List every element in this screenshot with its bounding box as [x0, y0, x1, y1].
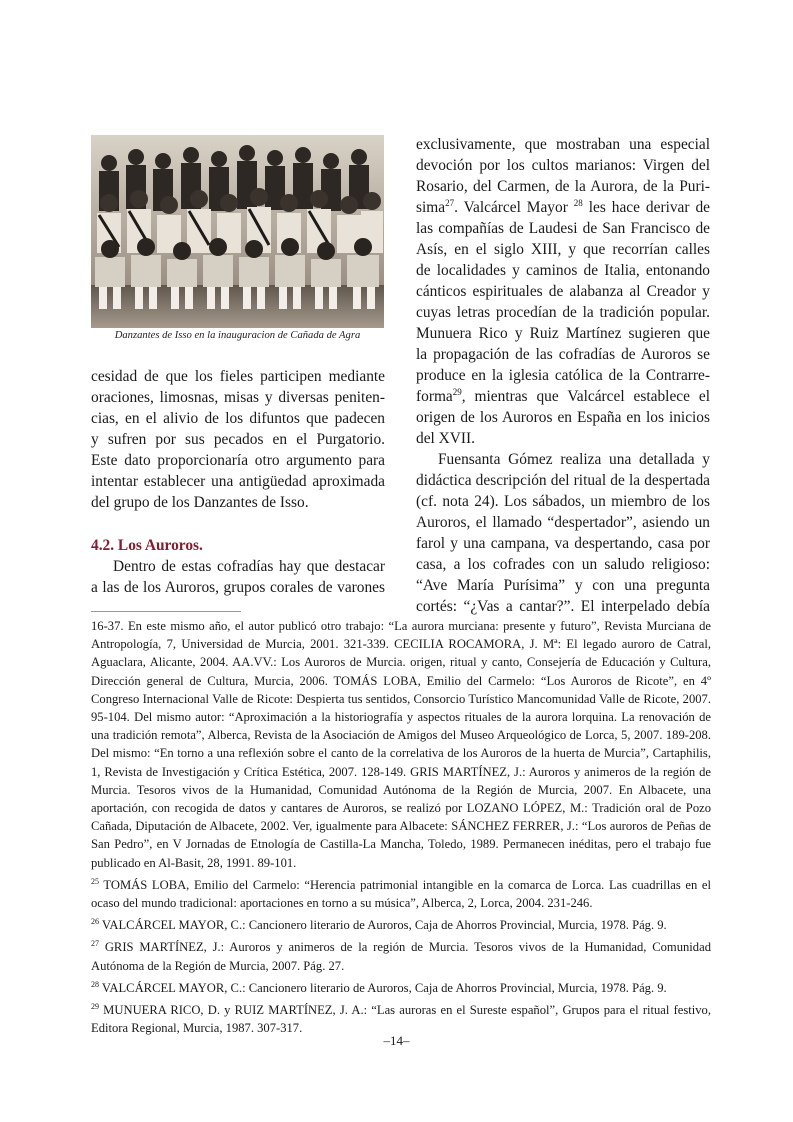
footnotes [91, 617, 711, 1041]
body-line [416, 197, 710, 218]
body-line: cortés: “¿Vas a cantar?”. El interpelado debía [416, 598, 710, 615]
text-run: sima [416, 199, 446, 216]
footnote-ref[interactable]: 27 [445, 197, 455, 208]
body-line: de localidades y caminos de Italia, entonando [416, 262, 710, 279]
footnote-number: 29 [91, 1001, 99, 1011]
footnote-text: VALCÁRCEL MAYOR, C.: Cancionero literario de Auroros, Caja de Ahorros Provincial, Murcia, 1978. Pág. 9. [99, 980, 667, 995]
body-line: a las de los Auroros, grupos corales de varones [91, 579, 385, 596]
footnote-26 [91, 916, 711, 934]
body-line: las compañías de Laudesi de San Francisco de [416, 220, 710, 237]
body-line: Dentro de estas cofradías hay que destacar [113, 558, 385, 575]
group-photo [91, 135, 384, 328]
text-run: forma [416, 388, 453, 405]
body-line: origen de los Auroros en España en los inicios [416, 409, 710, 426]
footnote-text: GRIS MARTÍNEZ, J.: Auroros y animeros de la región de Murcia. Tesoros vivos de la Humanidad, Comunidad Autónoma de la Región de Murcia, 2007. Pág. 27. [91, 940, 711, 973]
body-line: cias, en el alivio de los difuntos que padecen [91, 410, 385, 427]
body-line: devoción por los cultos marianos: Virgen del [416, 157, 710, 174]
body-line: del grupo de los Danzantes de Isso. [91, 494, 309, 511]
body-line: exclusivamente, que mostraban una especial [416, 136, 710, 153]
body-line: casa, a los cofrades con un saludo religioso: [416, 556, 710, 573]
body-line: del XVII. [416, 430, 475, 447]
body-line: cánticos espirituales de alabanza al Creador y [416, 283, 710, 300]
body-line: oraciones, limosnas, misas y diversas peniten- [91, 389, 385, 406]
footnote-continued: 16-37. En este mismo año, el autor publicó otro trabajo: “La aurora murciana: presente y futuro”, Revista Murciana de Antropología, 7, Universidad de Murcia, 2001. 321-339. CECILIA ROCAMORA, J. Mª: El legado auroro de Catral, Aguaclara, Alicante, 2004. AA.VV.: Los Auroros de Murcia. origen, ritual y canto, Consejería de Educación y Cultura, Dirección general de Cultura, Murcia, 2006. TOMÁS LOBA, Emilio del Carmelo: “Los Auroros de Ricote”, en 4º Congreso Internacional Valle de Ricote: Despierta tus sentidos, Consorcio Turístico Mancomunidad Valle de Ricote, 2007. 95-104. Del mismo autor: “Aproximación a la historiografía y aspectos rituales de la aurora lorquina. La renovación de una tradición remota”, Alberca, Revista de la Asociación de Amigos del Museo Arqueológico de Lorca, 5, 2007. 189-208. Del mismo: “En torno a una reflexión sobre el canto de la correlativa de los Auroros de la huerta de Murcia”, Cartaphilis, 1, Revista de Investigación y Crítica Estética, 2007. 128-149. GRIS MARTÍNEZ, J.: Auroros y animeros de la región de Murcia. Tesoros vivos de la Humanidad, Comunidad Autónoma de la Región de Murcia, 2007. En Albacete, una aportación, con recogida de datos y cantares de Auroros, se realizó por LOZANO LÓPEZ, M.: Tradición oral de Pozo Cañada, Diputación de Albacete, 2002. Ver, igualmente para Albacete: SÁNCHEZ FERRER, J.: “Los auroros de Peñas de San Pedro”, en V Jornadas de Etnología de Castilla-La Mancha, Toledo, 1989. Permanecen inéditas, pero el trabajo fue publicado en Al-Basit, 28, 1991. 89-101. [91, 619, 711, 870]
body-line [416, 386, 710, 407]
body-line: Munuera Rico y Ruiz Martínez sugieren que [416, 325, 710, 342]
body-line: produce en la iglesia católica de la Contrarre- [416, 367, 710, 384]
body-line: Este dato proporcionaría otro argumento para [91, 452, 385, 469]
footnote-29 [91, 1001, 711, 1037]
footnote-text: TOMÁS LOBA, Emilio del Carmelo: “Herencia patrimonial intangible en la comarca de Lorca. Las cuadrillas en el ocaso del mundo tradicional: aportaciones en torno a su música”, Alberca, 2, Lorca, 2004. 231-246. [91, 877, 711, 911]
body-line: Rosario, del Carmen, de la Aurora, de la Puri- [416, 178, 710, 195]
body-line: Auroros, el llamado “despertador”, asiendo un [416, 514, 710, 531]
body-line: Fuensanta Gómez realiza una detallada y [438, 451, 710, 468]
text-run: . Valcárcel Mayor [454, 199, 574, 216]
footnote-number: 28 [91, 979, 99, 989]
footnote-text: MUNUERA RICO, D. y RUIZ MARTÍNEZ, J. A.: “Las auroras en el Sureste español”, Grupos para el ritual festivo, Editora Regional, Murcia, 1987. 307-317. [91, 1003, 711, 1036]
body-line: “Ave María Purísima” y con una pregunta [416, 577, 710, 594]
page-number: –14– [383, 1033, 410, 1048]
footnote-ref[interactable]: 28 [573, 197, 583, 208]
body-line: didáctica descripción del ritual de la despertada [416, 472, 710, 489]
body-line: la propagación de las cofradías de Auroros se [416, 346, 710, 363]
body-line: farol y una campana, va despertando, casa por [416, 535, 710, 552]
section-heading: 4.2. Los Auroros. [91, 537, 203, 554]
body-line: y sufren por sus pecados en el Purgatorio. [91, 431, 385, 448]
right-column [416, 134, 710, 617]
footnote-text: VALCÁRCEL MAYOR, C.: Cancionero literario de Auroros, Caja de Ahorros Provincial, Murcia, 1978. Pág. 9. [99, 918, 667, 933]
footnote-number: 26 [91, 917, 99, 927]
footnote-28 [91, 979, 711, 997]
body-line: Asís, en el siglo XIII, y que recorrían calles [416, 241, 710, 258]
left-column [91, 366, 385, 598]
text-run: les hace derivar de [582, 199, 710, 216]
body-line: (cf. nota 24). Los sábados, un miembro de los [416, 493, 710, 510]
body-line: cesidad de que los fieles participen mediante [91, 368, 385, 385]
footnote-ref[interactable]: 29 [452, 386, 462, 397]
footnote-number: 27 [91, 939, 99, 949]
footnote-separator [91, 611, 241, 612]
text-run: , mientras que Valcárcel establece el [461, 388, 710, 405]
footnote-number: 25 [91, 876, 99, 886]
footnote-27 [91, 938, 711, 974]
figure-caption: Danzantes de Isso en la inauguracion de Cañada de Agra [114, 330, 361, 341]
body-line: cuyas letras procedían de la tradición popular. [416, 304, 710, 321]
body-line: intentar establecer una antigüedad aproximada [91, 473, 385, 490]
footnote-25 [91, 876, 711, 912]
